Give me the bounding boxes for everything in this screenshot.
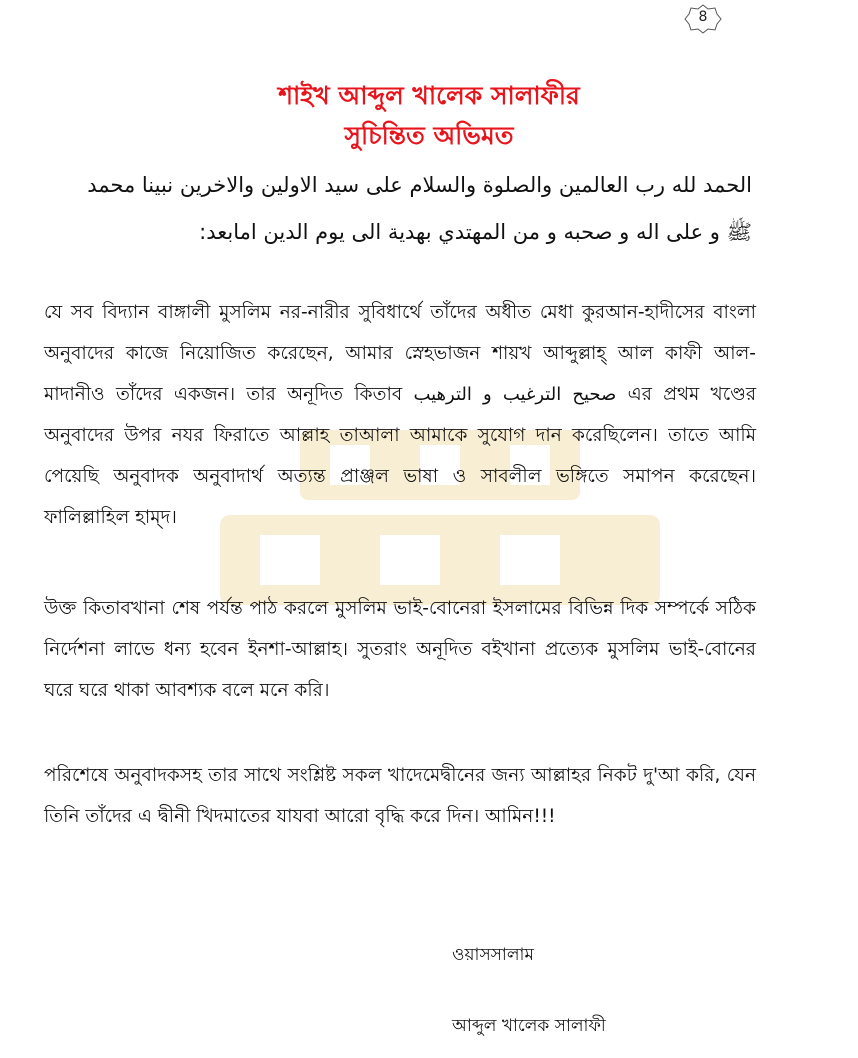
signature: আব্দুল খালেক সালাফী: [452, 1016, 606, 1036]
page-number-badge: [684, 4, 722, 34]
paragraph-1-text-a: যে সব বিদ্যান বাঙ্গালী মুসলিম নর-নারীর সুবিধার্থে তাঁদের অধীত মেধা কুরআন-হাদীসের বাংলা অনুবাদের কাজে নিয়োজিত করেছেন, আমার স্নেহভাজন শায়খ আব্দুল্লাহ্‌ আল কাফী আল-মাদানীও তাঁদের একজন। তার অনূদিত কিতাব: [44, 302, 756, 405]
paragraph-1-text-b: এর প্রথম খণ্ডের অনুবাদের উপর নযর ফিরাতে আল্লাহ তাআলা আমাকে সুযোগ দান করেছিলেন। তাতে আমি পেয়েছি অনুবাদক অনুবাদার্থ অত্যন্ত প্রাঞ্জল ভাষা ও সাবলীল ভঙ্গিতে সমাপন করেছেন। ফালিল্লাহিল হাম্‌দ।: [44, 384, 756, 528]
arabic-opening-line-1: الحمد لله رب العالمين والصلوة والسلام على سيد الاولين والاخرين نبينا محمد: [87, 173, 752, 197]
paragraph-1: [44, 292, 756, 538]
page-subtitle: সুচিন্তিত অভিমত: [344, 121, 514, 150]
book-title-arabic: صحيح الترغيب و الترهيب: [413, 384, 617, 405]
closing-salutation: ওয়াসসালাম: [452, 945, 534, 965]
arabic-opening-line-2: ﷺ و على اله و صحبه و من المهتدي بهدية الى يوم الدين امابعد:: [199, 220, 752, 244]
paragraph-3: পরিশেষে অনুবাদকসহ তার সাথে সংশ্লিষ্ট সকল খাদেমেদ্বীনের জন্য আল্লাহর নিকট দু'আ করি, যেন তিনি তাঁদের এ দ্বীনী খিদমাতের যাযবা আরো বৃদ্ধি করে দিন। আমিন!!!: [44, 765, 756, 827]
page-number: 8: [698, 9, 708, 25]
paragraph-2: উক্ত কিতাবখানা শেষ পর্যন্ত পাঠ করলে মুসলিম ভাই-বোনেরা ইসলামের বিভিন্ন দিক সম্পর্কে সঠিক নির্দেশনা লাভে ধন্য হবেন ইনশা-আল্লাহ। সুতরাং অনূদিত বইখানা প্রত্যেক মুসলিম ভাই-বোনের ঘরে ঘরে থাকা আবশ্যক বলে মনে করি।: [44, 598, 756, 701]
page-title: শাইখ আব্দুল খালেক সালাফীর: [278, 81, 580, 110]
